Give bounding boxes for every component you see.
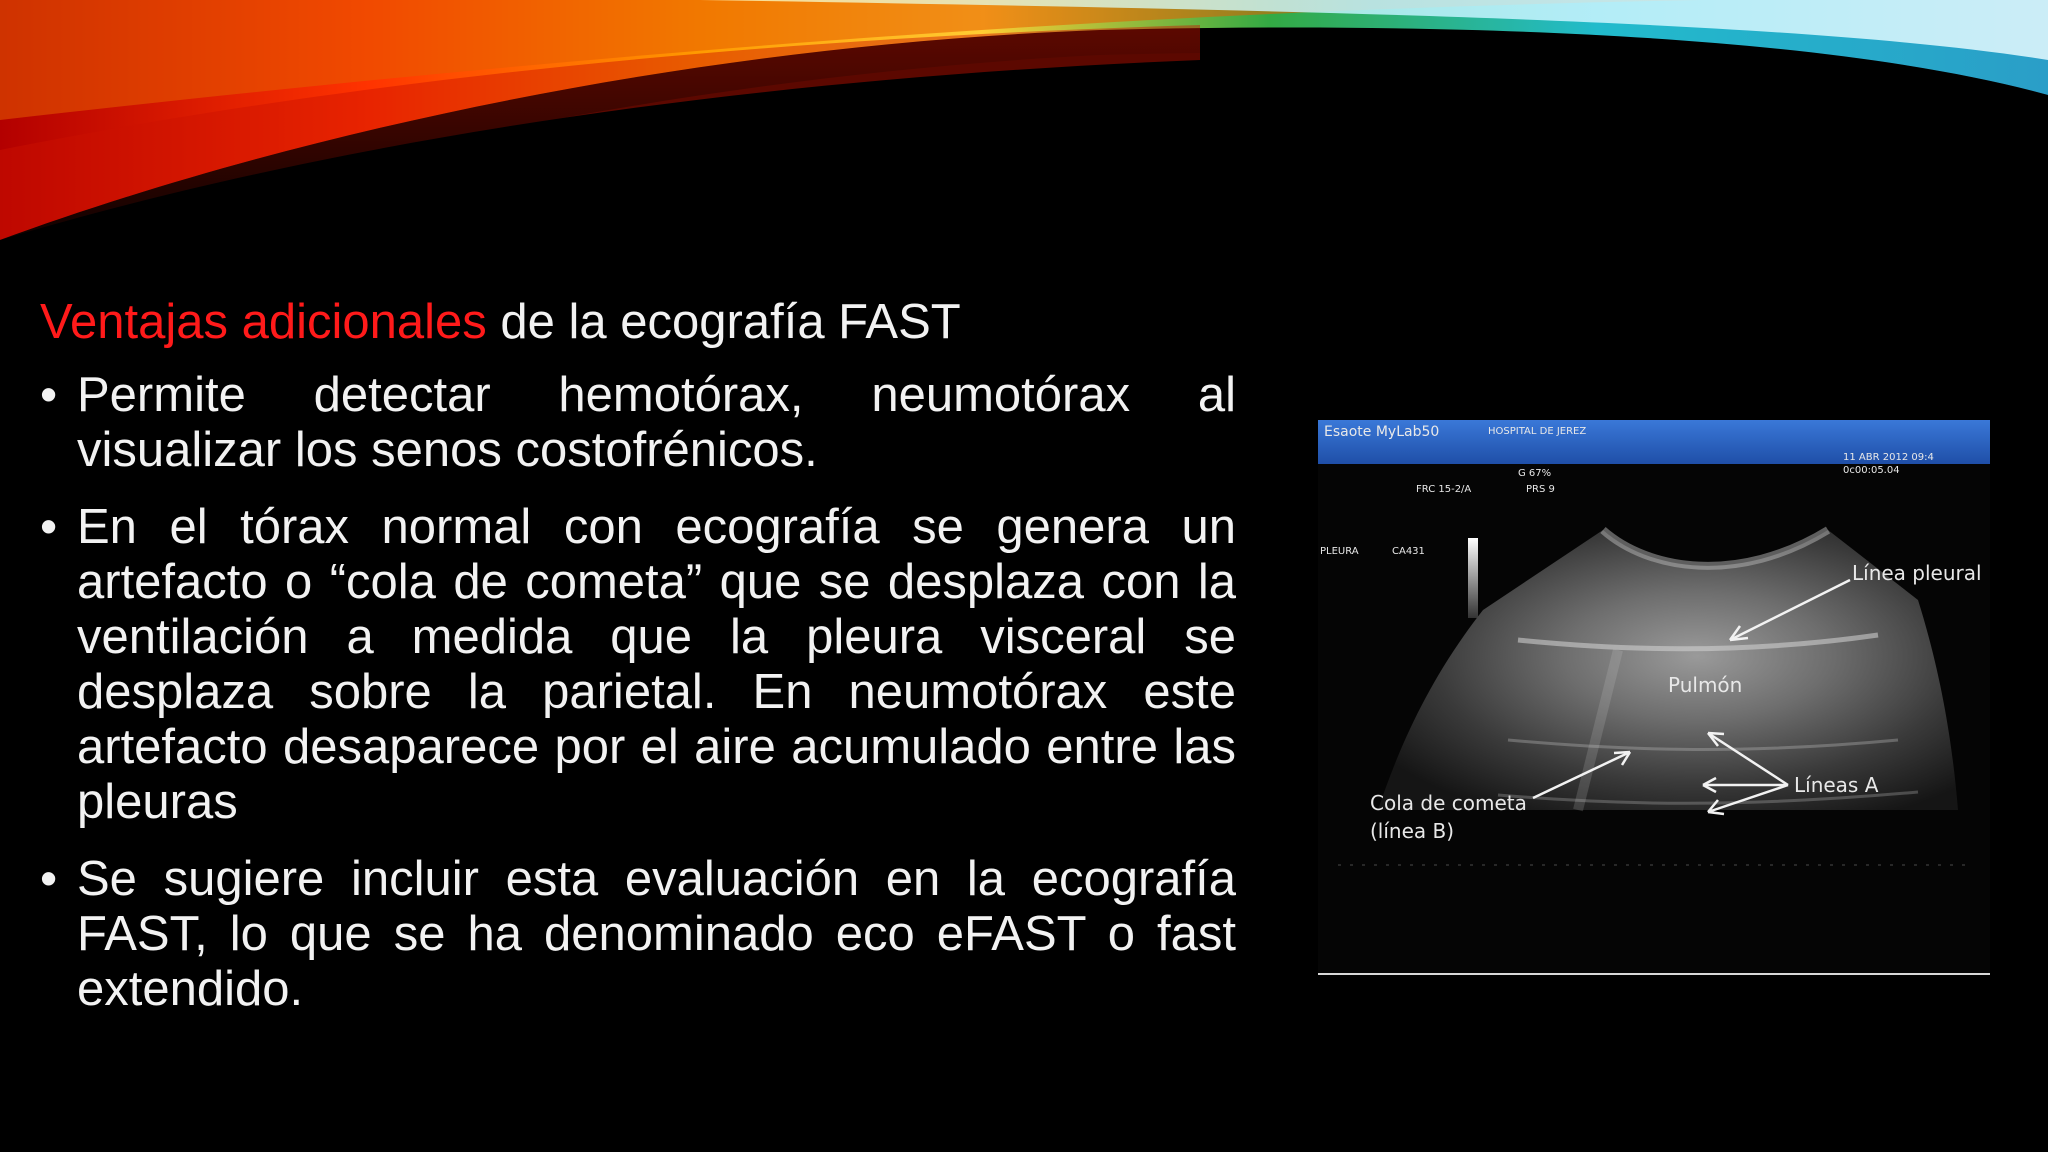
bullet-item [40, 500, 1236, 830]
bullet-item [40, 852, 1236, 1017]
lung-ultrasound-image [1318, 420, 1990, 975]
label-a-lines: Líneas A [1794, 773, 1879, 797]
ultrasound-probe-label: CA431 [1392, 546, 1425, 557]
ultrasound-hospital: HOSPITAL DE JEREZ [1488, 426, 1587, 437]
slide-heading [40, 290, 1240, 354]
ultrasound-gain: G 67% [1518, 468, 1552, 479]
label-pleural-line: Línea pleural [1852, 561, 1982, 585]
bullet-dot-icon: • [40, 368, 58, 422]
bullet-text: Se sugiere incluir esta evaluación en la ecografía FAST, lo que se ha denominado eco eFAST o fast extendido. [77, 852, 1236, 1016]
label-lung: Pulmón [1668, 673, 1743, 697]
label-b-line: (línea B) [1370, 819, 1455, 843]
bullet-list [40, 368, 1236, 1039]
ultrasound-param-left: FRC 15-2/A [1416, 484, 1472, 495]
bullet-text: En el tórax normal con ecografía se genera un artefacto o “cola de cometa” que se desplaza con la ventilación a medida que la pleura visceral se desplaza sobre la parietal. En neumotórax este artefacto desaparece por el aire acumulado entre las pleuras [77, 500, 1236, 829]
ultrasound-param-right: PRS 9 [1526, 484, 1555, 495]
ultrasound-brand: Esaote MyLab50 [1324, 424, 1440, 440]
heading-accent: Ventajas adicionales [40, 295, 487, 349]
header-swoosh-decoration [0, 0, 2048, 260]
figure-divider [1318, 973, 1990, 975]
bullet-item [40, 368, 1236, 478]
heading-rest: de la ecografía FAST [486, 295, 961, 349]
bullet-dot-icon: • [40, 500, 58, 554]
label-comet-tail: Cola de cometa [1370, 791, 1527, 815]
ultrasound-date: 11 ABR 2012 09:4 [1843, 452, 1934, 463]
ultrasound-time: 0c00:05.04 [1843, 465, 1900, 476]
ultrasound-mode-label: PLEURA [1320, 546, 1359, 557]
bullet-text: Permite detectar hemotórax, neumotórax al visualizar los senos costofrénicos. [77, 368, 1236, 477]
bullet-dot-icon: • [40, 852, 58, 906]
ultrasound-gray-scale-bar [1468, 538, 1478, 618]
